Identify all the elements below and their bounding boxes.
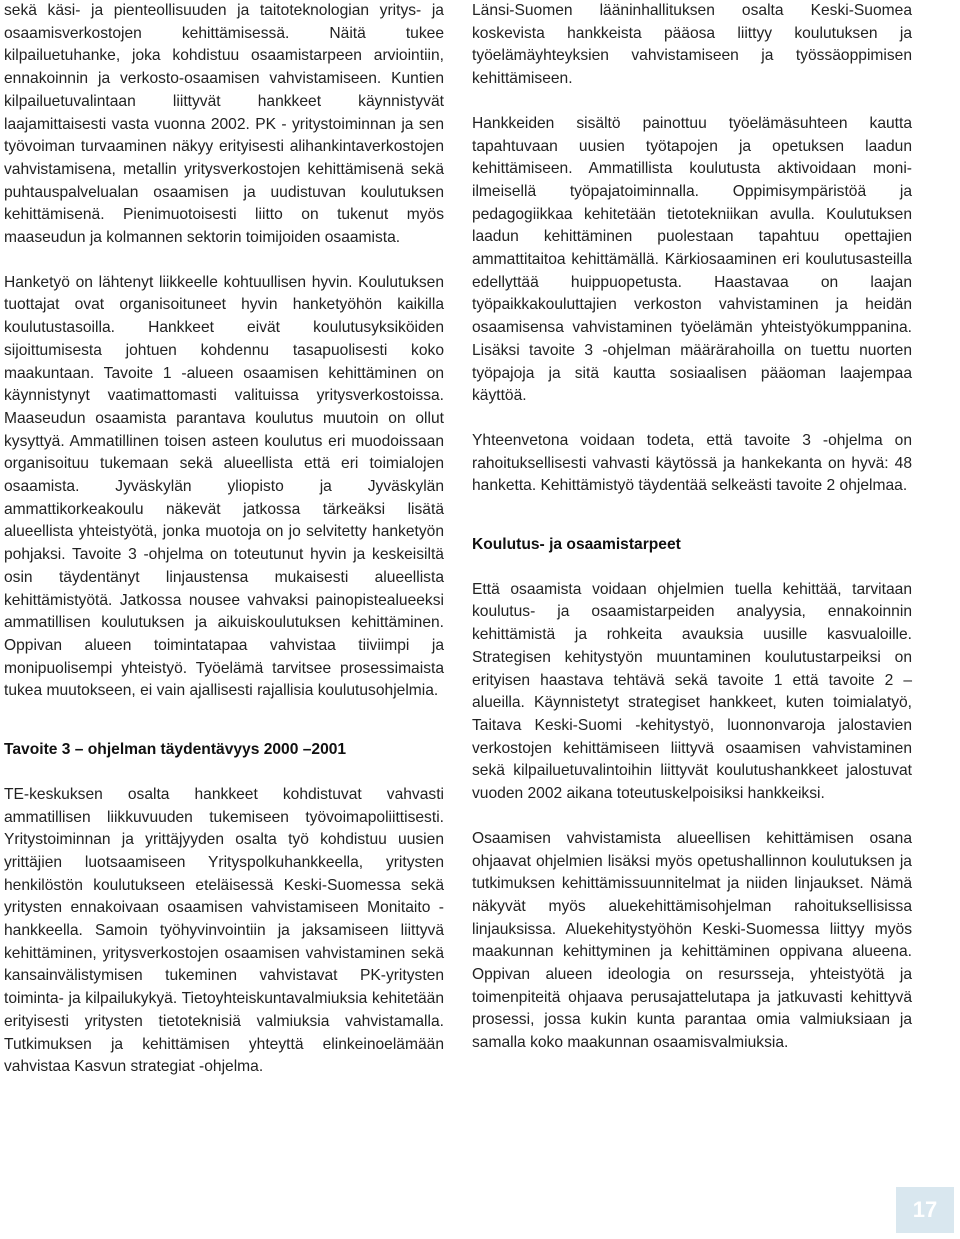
right-paragraph-1: Länsi-Suomen lääninhallituksen osalta Keski-Suomea koskevista hankkeista pääosa liittyy koulutuksen ja työelämäyhteyksien vahvistamiseen ja työssäoppimisen kehittämiseen. (472, 2, 912, 88)
right-paragraph-4: Että osaamista voidaan ohjelmien tuella kehittää, tarvitaan koulutus- ja osaamistarpeiden analyysia, ennakoinnin kehittämistä ja rohkeita avauksia uusille kasvualoille. Strategisen kehitystyön muuntaminen koulutustarpeiksi on erityisen haastava tehtävä sekä tavoite 1 että tavoite 2 –alueilla. Käynnistetyt strategiset hankkeet, kuten toimialatyö, Taitava Keski-Suomi -kehitystyö, luonnonvaroja jalostavien verkostojen kehittämiseen liittyvä osaamisen vahvistaminen sekä kilpailuetuvalintoihin liittyvät koulutushankkeet jalostuvat vuoden 2002 aikana toteutuskelpoisiksi hankkeiksi. (472, 580, 912, 803)
left-paragraph-2: Hanketyö on lähtenyt liikkeelle kohtuullisen hyvin. Koulutuksen tuottajat ovat organisoituneet hyvin hanketyöhön kaikilla koulutustasoilla. Hankkeet eivät koulutusyksiköiden sijoittumisesta johtuen kohdennu tasapuolisesti koko maakuntaan. Tavoite 1 -alueen osaamisen kehittäminen on käynnistynyt vaatimattomasti valituissa yritysverkostoissa. Maaseudun osaamista parantava koulutus muutoin on ollut kysyttyä. Ammatillinen toisen asteen koulutus eri muodoissaan organisoituu tukemaan sekä alueellista että eri toimialojen osaamista. Jyväskylän yliopisto ja Jyväskylän ammattikorkeakoulu näkevät jatkossa tärkeäksi lisätä alueellista yhteistyötä, jonka muotoja on jo selvitetty hanketyön pohjaksi. Tavoite 3 -ohjelma on toteutunut hyvin ja keskeisiltä osin täydentänyt linjaustensa mukaisesti alueellista kehittämistyötä. Jatkossa nousee vahvaksi painopistealueeksi ammatillisen koulutuksen ja aikuiskoulutuksen kehittäminen. Oppivan alueen toimintatapaa vahvistaa tiiviimpi ja monipuolisempi yhteistyö. Työelämä tarvitsee prosessimaista tukea muutokseen, ei vain ajallisesti rajallisia koulutusohjelmia. (4, 273, 444, 700)
right-column (472, 0, 912, 1055)
left-heading: Tavoite 3 – ohjelman täydentävyys 2000 –2001 (4, 741, 347, 759)
left-paragraph-3: TE-keskuksen osalta hankkeet kohdistuvat vahvasti ammatillisen liikkuvuuden tukemiseen työvoimapoliittisesti. Yritystoiminnan ja yrittäjyyden osalta työ kohdistuu uusien yrittäjien luotsaamiseen Yrityspolkuhankkeella, yritysten henkilöstön koulutukseen eteläisessä Keski-Suomessa sekä yritysten ennakoivaan osaamisen vahvistamiseen Monitaito -hankkeella. Samoin työhyvinvointiin ja jaksamiseen liittyvä kehittäminen, yritysverkostojen osaamisen vahvistaminen sekä kansainvälistymisen tukeminen vahvistavat PK-yritysten toiminta- ja kilpailukykyä. Tietoyhteiskuntavalmiuksia kehitetään erityisesti yritysten tietoteknisiä valmiuksia vahvistamalla. Tutkimuksen ja kehittämisen yhteyttä elinkeinoelämään vahvistaa Kasvun strategiat -ohjelma. (4, 785, 444, 1076)
left-column (4, 0, 444, 1079)
right-paragraph-5: Osaamisen vahvistamista alueellisen kehittämisen osana ohjaavat ohjelmien lisäksi myös opetushallinnon koulutuksen ja tutkimuksen kehittämissuunnitelmat ja niiden linjaukset. Nämä näkyvät myös aluekehittämisohjelman rahoituksellisissa linjauksissa. Aluekehitystyöhön Keski-Suomessa liittyy myös maakunnan kehittyminen ja kehittäminen oppivana alueena. Oppivan alueen ideologia on resursseja, yhteistyötä ja toimenpiteitä ohjaava perusajattelutapa ja jatkuvasti kehittyvä prosessi, jossa kukin kunta parantaa omia valmiuksiaan ja samalla koko maakunnan osaamisvalmiuksia. (472, 829, 912, 1052)
right-paragraph-3: Yhteenvetona voidaan todeta, että tavoite 3 -ohjelma on rahoituksellisesti vahvasti käytössä ja hankekanta on hyvä: 48 hanketta. Kehittämistyö täydentää selkeästi tavoite 2 ohjelmaa. (472, 431, 912, 495)
right-heading: Koulutus- ja osaamistarpeet (472, 536, 681, 554)
page-number-text: 17 (912, 1197, 938, 1222)
left-paragraph-1: sekä käsi- ja pienteollisuuden ja taitoteknologian yritys- ja osaamisverkostojen kehittämisessä. Näitä tukee kilpailuetuhanke, joka kohdistuu osaamistarpeen arviointiin, ennakoinnin ja verkosto-osaamisen vahvistamiseen. Kuntien kilpailuetuvalintaan liittyvät hankkeet käynnistyvät laajamittaisesti vasta vuonna 2002. PK - yritystoiminnan ja sen työvoiman turvaaminen näkyy erityisesti alihankintaverkostojen vahvistamisena, metallin yritysverkostojen kehittämisenä sekä puhtauspalvelualan osaamisen ja uudistuvan koulutuksen kehittämisenä. Pienimuotoisesti liitto on tukenut myös maaseudun ja kolmannen sektorin toimijoiden osaamista. (4, 2, 444, 247)
right-paragraph-2: Hankkeiden sisältö painottuu työelämäsuhteen kautta tapahtuvaan uusien työtapojen ja opetuksen laadun kehittämiseen. Ammatillista koulutusta aktivoidaan moni-ilmeisellä työpajatoiminnalla. Oppimisympäristöä ja pedagogiikkaa kehitetään tietotekniikan avulla. Koulutuksen laadun kehittäminen puolestaan tapahtuu opettajien ammattitaitoa kehittämällä. Kärkiosaaminen eri koulutusasteilla edellyttää huippuopetusta. Haastavaa on laajan työpaikkakouluttajien verkoston vahvistaminen ja heidän osaamisensa vahvistaminen työelämän yhteistyökumppanina. Lisäksi tavoite 3 -ohjelman määrärahoilla on tuettu nuorten työpajoja ja sitä kautta sosiaalisen pääoman laajempaa käyttöä. (472, 114, 912, 405)
page-number (896, 1187, 954, 1233)
